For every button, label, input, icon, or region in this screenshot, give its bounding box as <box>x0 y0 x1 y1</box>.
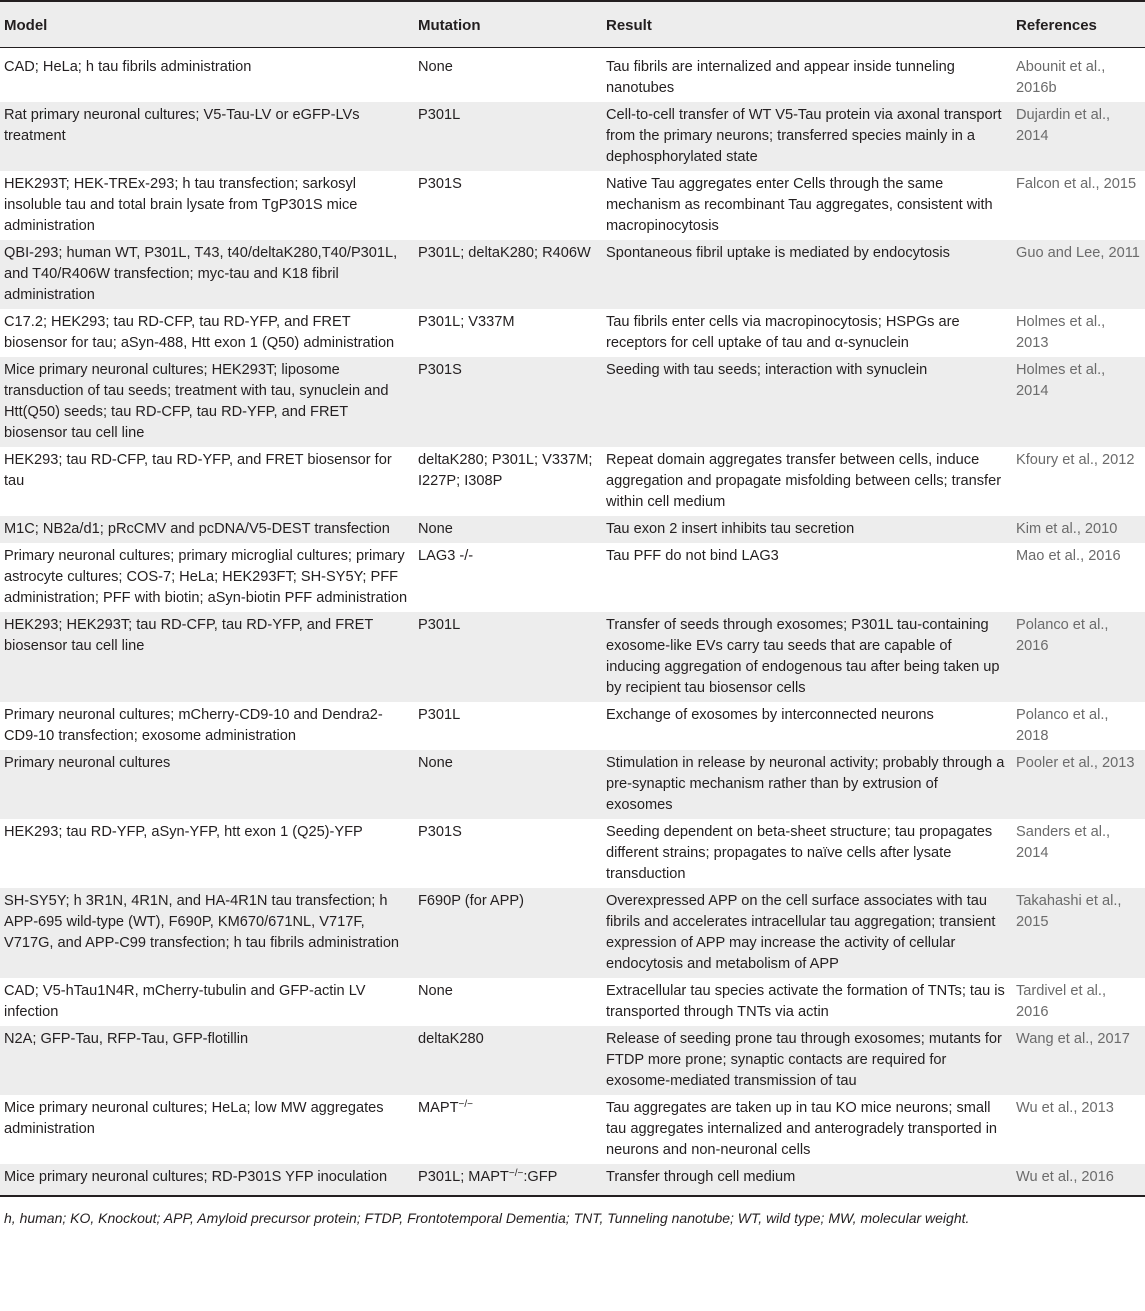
table-row <box>0 516 1145 543</box>
table-row <box>0 750 1145 819</box>
mutation-superscript: −/− <box>458 1099 474 1110</box>
cell-reference: Guo and Lee, 2011 <box>1012 240 1145 309</box>
cell-mutation: P301L <box>414 102 602 171</box>
cell-model: Mice primary neuronal cultures; HEK293T; liposome transduction of tau seeds; treatment with tau, synuclein and Htt(Q50) seeds; tau RD-CFP, tau RD-YFP, and FRET biosensor tau cell line <box>0 357 414 447</box>
cell-reference: Kfoury et al., 2012 <box>1012 447 1145 516</box>
table-header <box>0 1 1145 48</box>
cell-model: HEK293; tau RD-CFP, tau RD-YFP, and FRET biosensor for tau <box>0 447 414 516</box>
cell-reference: Wu et al., 2016 <box>1012 1164 1145 1196</box>
header-row <box>0 1 1145 48</box>
cell-reference: Dujardin et al., 2014 <box>1012 102 1145 171</box>
table-row <box>0 1026 1145 1095</box>
table-row <box>0 702 1145 750</box>
table-row <box>0 102 1145 171</box>
cell-mutation: F690P (for APP) <box>414 888 602 978</box>
header-result: Result <box>602 1 1012 48</box>
cell-result: Seeding with tau seeds; interaction with synuclein <box>602 357 1012 447</box>
cell-mutation: None <box>414 516 602 543</box>
header-model: Model <box>0 1 414 48</box>
cell-result: Tau exon 2 insert inhibits tau secretion <box>602 516 1012 543</box>
cell-model: Primary neuronal cultures; primary microglial cultures; primary astrocyte cultures; COS-7; HeLa; HEK293FT; SH-SY5Y; PFF administration; PFF with biotin; aSyn-biotin PFF administration <box>0 543 414 612</box>
cell-mutation: None <box>414 750 602 819</box>
table-row <box>0 543 1145 612</box>
mutation-superscript: −/− <box>508 1168 524 1179</box>
table-row <box>0 612 1145 702</box>
cell-model: CAD; V5-hTau1N4R, mCherry-tubulin and GFP-actin LV infection <box>0 978 414 1026</box>
table-row <box>0 171 1145 240</box>
cell-reference: Wang et al., 2017 <box>1012 1026 1145 1095</box>
table-row <box>0 447 1145 516</box>
cell-reference: Falcon et al., 2015 <box>1012 171 1145 240</box>
cell-reference: Sanders et al., 2014 <box>1012 819 1145 888</box>
cell-model: QBI-293; human WT, P301L, T43, t40/deltaK280,T40/P301L, and T40/R406W transfection; myc-tau and K18 fibril administration <box>0 240 414 309</box>
cell-result: Release of seeding prone tau through exosomes; mutants for FTDP more prone; synaptic contacts are required for exosome-mediated transmission of tau <box>602 1026 1012 1095</box>
table-row <box>0 978 1145 1026</box>
cell-mutation: P301S <box>414 171 602 240</box>
cell-reference: Polanco et al., 2018 <box>1012 702 1145 750</box>
cell-model: M1C; NB2a/d1; pRcCMV and pcDNA/V5-DEST transfection <box>0 516 414 543</box>
cell-reference: Takahashi et al., 2015 <box>1012 888 1145 978</box>
cell-mutation: P301L; V337M <box>414 309 602 357</box>
mutation-text: P301L; MAPT <box>418 1169 509 1185</box>
header-mutation: Mutation <box>414 1 602 48</box>
cell-mutation: P301L <box>414 612 602 702</box>
cell-reference: Wu et al., 2013 <box>1012 1095 1145 1164</box>
table-footnote: h, human; KO, Knockout; APP, Amyloid precursor protein; FTDP, Frontotemporal Dementia; TNT, Tunneling nanotube; WT, wild type; MW, molecular weight. <box>4 1210 970 1226</box>
cell-model: HEK293T; HEK-TREx-293; h tau transfection; sarkosyl insoluble tau and total brain lysate from TgP301S mice administration <box>0 171 414 240</box>
cell-reference: Pooler et al., 2013 <box>1012 750 1145 819</box>
mutation-text: MAPT <box>418 1100 459 1116</box>
table-row <box>0 1164 1145 1196</box>
cell-result: Tau fibrils enter cells via macropinocytosis; HSPGs are receptors for cell uptake of tau and α-synuclein <box>602 309 1012 357</box>
cell-reference: Holmes et al., 2014 <box>1012 357 1145 447</box>
cell-mutation: P301L <box>414 702 602 750</box>
header-references: References <box>1012 1 1145 48</box>
cell-model: Primary neuronal cultures <box>0 750 414 819</box>
cell-result: Stimulation in release by neuronal activity; probably through a pre-synaptic mechanism rather than by extrusion of exosomes <box>602 750 1012 819</box>
cell-result: Exchange of exosomes by interconnected neurons <box>602 702 1012 750</box>
cell-mutation: deltaK280; P301L; V337M; I227P; I308P <box>414 447 602 516</box>
table-body <box>0 48 1145 1197</box>
cell-reference: Tardivel et al., 2016 <box>1012 978 1145 1026</box>
cell-mutation <box>414 1164 602 1196</box>
cell-model: Rat primary neuronal cultures; V5-Tau-LV or eGFP-LVs treatment <box>0 102 414 171</box>
table-row <box>0 357 1145 447</box>
table-row <box>0 819 1145 888</box>
cell-reference: Mao et al., 2016 <box>1012 543 1145 612</box>
cell-model: Mice primary neuronal cultures; RD-P301S YFP inoculation <box>0 1164 414 1196</box>
cell-result: Extracellular tau species activate the formation of TNTs; tau is transported through TNTs via actin <box>602 978 1012 1026</box>
cell-model: Mice primary neuronal cultures; HeLa; low MW aggregates administration <box>0 1095 414 1164</box>
cell-result: Overexpressed APP on the cell surface associates with tau fibrils and accelerates intracellular tau aggregation; transient expression of APP may increase the activity of cellular endocytosis and metabolism of APP <box>602 888 1012 978</box>
cell-reference: Polanco et al., 2016 <box>1012 612 1145 702</box>
cell-result: Transfer through cell medium <box>602 1164 1012 1196</box>
cell-mutation: LAG3 -/- <box>414 543 602 612</box>
cell-result: Tau PFF do not bind LAG3 <box>602 543 1012 612</box>
cell-model: HEK293; HEK293T; tau RD-CFP, tau RD-YFP, and FRET biosensor tau cell line <box>0 612 414 702</box>
cell-result: Transfer of seeds through exosomes; P301L tau-containing exosome-like EVs carry tau seeds that are capable of inducing aggregation of endogenous tau after being taken up by recipient tau biosensor cells <box>602 612 1012 702</box>
cell-result: Spontaneous fibril uptake is mediated by endocytosis <box>602 240 1012 309</box>
table-row <box>0 309 1145 357</box>
cell-mutation: P301S <box>414 819 602 888</box>
cell-model: Primary neuronal cultures; mCherry-CD9-10 and Dendra2-CD9-10 transfection; exosome administration <box>0 702 414 750</box>
table-row <box>0 48 1145 103</box>
cell-reference: Abounit et al., 2016b <box>1012 48 1145 103</box>
table-row <box>0 888 1145 978</box>
cell-result: Native Tau aggregates enter Cells through the same mechanism as recombinant Tau aggregates, consistent with macropinocytosis <box>602 171 1012 240</box>
cell-model: SH-SY5Y; h 3R1N, 4R1N, and HA-4R1N tau transfection; h APP-695 wild-type (WT), F690P, KM670/671NL, V717F, V717G, and APP-C99 transfection; h tau fibrils administration <box>0 888 414 978</box>
cell-mutation <box>414 1095 602 1164</box>
cell-mutation: P301S <box>414 357 602 447</box>
cell-reference: Kim et al., 2010 <box>1012 516 1145 543</box>
cell-result: Repeat domain aggregates transfer between cells, induce aggregation and propagate misfolding between cells; transfer within cell medium <box>602 447 1012 516</box>
cell-mutation: None <box>414 48 602 103</box>
table-row <box>0 240 1145 309</box>
table-row <box>0 1095 1145 1164</box>
cell-model: N2A; GFP-Tau, RFP-Tau, GFP-flotillin <box>0 1026 414 1095</box>
cell-result: Tau fibrils are internalized and appear inside tunneling nanotubes <box>602 48 1012 103</box>
cell-model: C17.2; HEK293; tau RD-CFP, tau RD-YFP, and FRET biosensor for tau; aSyn-488, Htt exon 1 (Q50) administration <box>0 309 414 357</box>
cell-reference: Holmes et al., 2013 <box>1012 309 1145 357</box>
cell-model: HEK293; tau RD-YFP, aSyn-YFP, htt exon 1 (Q25)-YFP <box>0 819 414 888</box>
cell-mutation: deltaK280 <box>414 1026 602 1095</box>
mutation-suffix: :GFP <box>523 1169 558 1185</box>
cell-mutation: None <box>414 978 602 1026</box>
cell-model: CAD; HeLa; h tau fibrils administration <box>0 48 414 103</box>
cell-result: Seeding dependent on beta-sheet structure; tau propagates different strains; propagates to naïve cells after lysate transduction <box>602 819 1012 888</box>
cell-result: Tau aggregates are taken up in tau KO mice neurons; small tau aggregates internalized and anterogradely transported in neurons and non-neuronal cells <box>602 1095 1012 1164</box>
cell-result: Cell-to-cell transfer of WT V5-Tau protein via axonal transport from the primary neurons; transferred species mainly in a dephosphorylated state <box>602 102 1012 171</box>
cell-mutation: P301L; deltaK280; R406W <box>414 240 602 309</box>
